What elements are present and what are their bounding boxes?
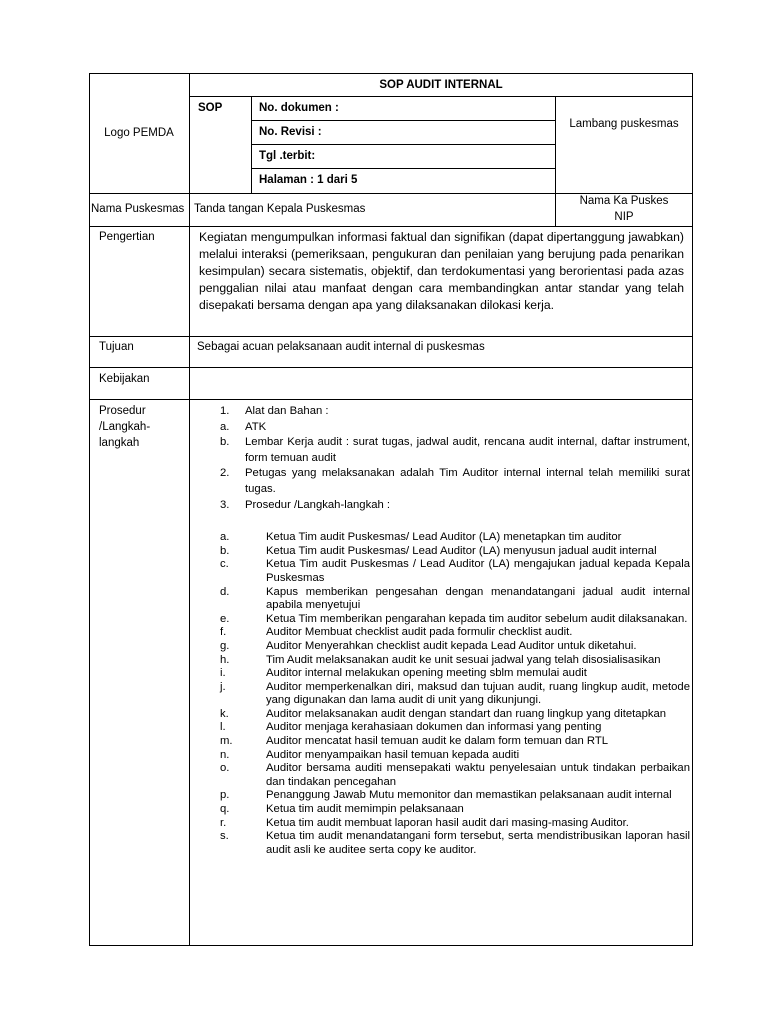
list-marker: e. xyxy=(220,612,230,625)
list-marker: g. xyxy=(220,639,230,652)
list-item-text: Ketua tim audit menandatangani form tersebut, serta mendistribusikan laporan hasil audit asli ke auditee serta copy ke auditor. xyxy=(266,830,690,856)
kebijakan-label: Kebijakan xyxy=(99,373,150,385)
list-item xyxy=(190,545,690,559)
list-marker: k. xyxy=(220,707,229,720)
list-marker: h. xyxy=(220,653,230,666)
prosedur-label-line-3: langkah xyxy=(99,437,140,449)
revision-number-label: No. Revisi : xyxy=(259,126,322,138)
list-item xyxy=(190,735,690,749)
list-item-text: Kapus memberikan pengesahan dengan menandatangani jadual audit internal apabila menyetujui xyxy=(266,585,690,612)
list-marker: 3. xyxy=(220,498,230,511)
head-name-label: Nama Ka Puskes xyxy=(579,195,669,207)
list-item-text: Auditor memperkenalkan diri, maksud dan tujuan audit, ruang lingkup audit, metode yang digunakan dan lama audit di unit yang dikunjungi. xyxy=(266,680,690,707)
list-marker: a. xyxy=(220,420,230,433)
list-item xyxy=(190,681,690,708)
document-number-label: No. dokumen : xyxy=(259,102,339,114)
list-item xyxy=(190,708,690,722)
sop-label: SOP xyxy=(198,102,223,114)
tujuan-text: Sebagai acuan pelaksanaan audit internal di puskesmas xyxy=(197,341,485,353)
list-marker: i. xyxy=(220,667,226,680)
list-item xyxy=(190,466,690,497)
list-marker: n. xyxy=(220,748,230,761)
pengertian-label: Pengertian xyxy=(99,231,155,243)
list-item-text: Prosedur /Langkah-langkah : xyxy=(245,498,391,511)
nama-puskesmas-label: Nama Puskesmas xyxy=(91,203,185,215)
pengertian-text: Kegiatan mengumpulkan informasi faktual dan signifikan (dapat dipertanggung jawabkan) melalui interaksi (pemeriksaan, pengukuran dan penilaian yang berujung pada penarikan kesimpulan) secara sistematis, objektif, dan terdokumentasi yang berorientasi pada azas penggalian nilai atau manfaat dengan cara membandingkan antar standar yang telah disepakati bersama dengan apa yang dilaksanakan dilokasi kerja. xyxy=(199,230,684,313)
list-marker: o. xyxy=(220,762,230,775)
list-item-text: Petugas yang melaksanakan adalah Tim Auditor internal internal telah memiliki surat tugas. xyxy=(245,467,690,495)
list-item-text: Ketua Tim audit Puskesmas/ Lead Auditor (LA) menyusun jadual audit internal xyxy=(266,544,657,557)
list-item xyxy=(190,626,690,640)
list-item-text: Auditor melaksanakan audit dengan standart dan ruang lingkup yang ditetapkan xyxy=(266,707,667,720)
procedure-steps-list xyxy=(190,531,690,857)
list-item xyxy=(190,721,690,735)
list-item-text: Lembar Kerja audit : surat tugas, jadwal audit, rencana audit internal, daftar instrument, form temuan audit xyxy=(245,436,690,464)
list-item xyxy=(190,435,690,466)
list-item xyxy=(190,640,690,654)
signature-label: Tanda tangan Kepala Puskesmas xyxy=(194,203,366,215)
list-marker: m. xyxy=(220,735,233,748)
list-item-text: Auditor internal melakukan opening meeting sblm memulai audit xyxy=(266,667,587,680)
list-item-text: Alat dan Bahan : xyxy=(245,405,329,417)
procedure-list xyxy=(190,404,690,857)
list-item-text: Ketua Tim audit Puskesmas / Lead Auditor (LA) mengajukan jadual kepada Kepala Puskesmas xyxy=(266,558,690,584)
list-marker: 1. xyxy=(220,405,230,417)
page-number-label: Halaman : 1 dari 5 xyxy=(259,174,358,186)
list-item xyxy=(190,749,690,763)
list-item-text: Auditor menjaga kerahasiaan dokumen dan informasi yang penting xyxy=(266,721,602,734)
list-marker: f. xyxy=(220,626,227,639)
list-item-text: Ketua tim audit memimpin pelaksanaan xyxy=(266,803,464,816)
list-item-text: Penanggung Jawab Mutu memonitor dan memastikan pelaksanaan audit internal xyxy=(266,789,672,802)
list-item xyxy=(190,531,690,545)
logo-pemda-placeholder: Logo PEMDA xyxy=(104,127,174,139)
list-marker: r. xyxy=(220,816,227,829)
list-marker: l. xyxy=(220,721,226,734)
list-item-text: Ketua Tim memberikan pengarahan kepada tim auditor sebelum audit dilaksanakan. xyxy=(266,612,688,625)
list-marker: b. xyxy=(220,436,230,449)
list-item xyxy=(190,654,690,668)
list-item xyxy=(190,789,690,803)
list-item xyxy=(190,667,690,681)
nip-label: NIP xyxy=(614,211,634,223)
list-item xyxy=(190,803,690,817)
list-marker: 2. xyxy=(220,467,230,480)
list-item-text: Ketua tim audit membuat laporan hasil audit dari masing-masing Auditor. xyxy=(266,816,629,829)
list-item xyxy=(190,817,690,831)
list-marker: c. xyxy=(220,558,229,571)
list-item xyxy=(190,586,690,613)
list-item xyxy=(190,558,690,585)
list-item xyxy=(190,498,690,514)
list-marker: d. xyxy=(220,585,230,598)
tujuan-label: Tujuan xyxy=(99,341,134,353)
list-item-text: Auditor Menyerahkan checklist audit kepada Lead Auditor untuk diketahui. xyxy=(266,639,637,652)
list-item-text: Auditor mencatat hasil temuan audit ke dalam form temuan dan RTL xyxy=(266,735,609,748)
list-marker: a. xyxy=(220,531,230,544)
list-marker: b. xyxy=(220,544,230,557)
prosedur-label-line-2: /Langkah- xyxy=(99,421,151,433)
list-item xyxy=(190,830,690,857)
list-item-text: Auditor Membuat checklist audit pada formulir checklist audit. xyxy=(266,626,573,639)
list-item-text: Auditor menyampaikan hasil temuan kepada auditi xyxy=(266,748,520,761)
lambang-puskesmas-placeholder: Lambang puskesmas xyxy=(569,118,679,130)
list-item xyxy=(190,762,690,789)
list-item xyxy=(190,613,690,627)
document-title: SOP AUDIT INTERNAL xyxy=(379,79,503,91)
list-item-text: Ketua Tim audit Puskesmas/ Lead Auditor (LA) menetapkan tim auditor xyxy=(266,531,622,544)
list-item xyxy=(190,404,690,420)
list-marker: q. xyxy=(220,803,230,816)
list-marker: p. xyxy=(220,789,230,802)
list-item-text: ATK xyxy=(245,420,267,433)
prosedur-label-line-1: Prosedur xyxy=(99,405,146,417)
list-marker: s. xyxy=(220,830,229,843)
list-marker: j. xyxy=(220,680,226,693)
list-item-text: Auditor bersama auditi mensepakati waktu penyelesaian untuk tindakan perbaikan dan tindakan pencegahan xyxy=(266,762,690,788)
issue-date-label: Tgl .terbit: xyxy=(259,150,316,162)
procedure-intro-list xyxy=(190,404,690,513)
list-item xyxy=(190,420,690,436)
list-item-text: Tim Audit melaksanakan audit ke unit sesuai jadwal yang telah disosialisasikan xyxy=(266,653,661,666)
